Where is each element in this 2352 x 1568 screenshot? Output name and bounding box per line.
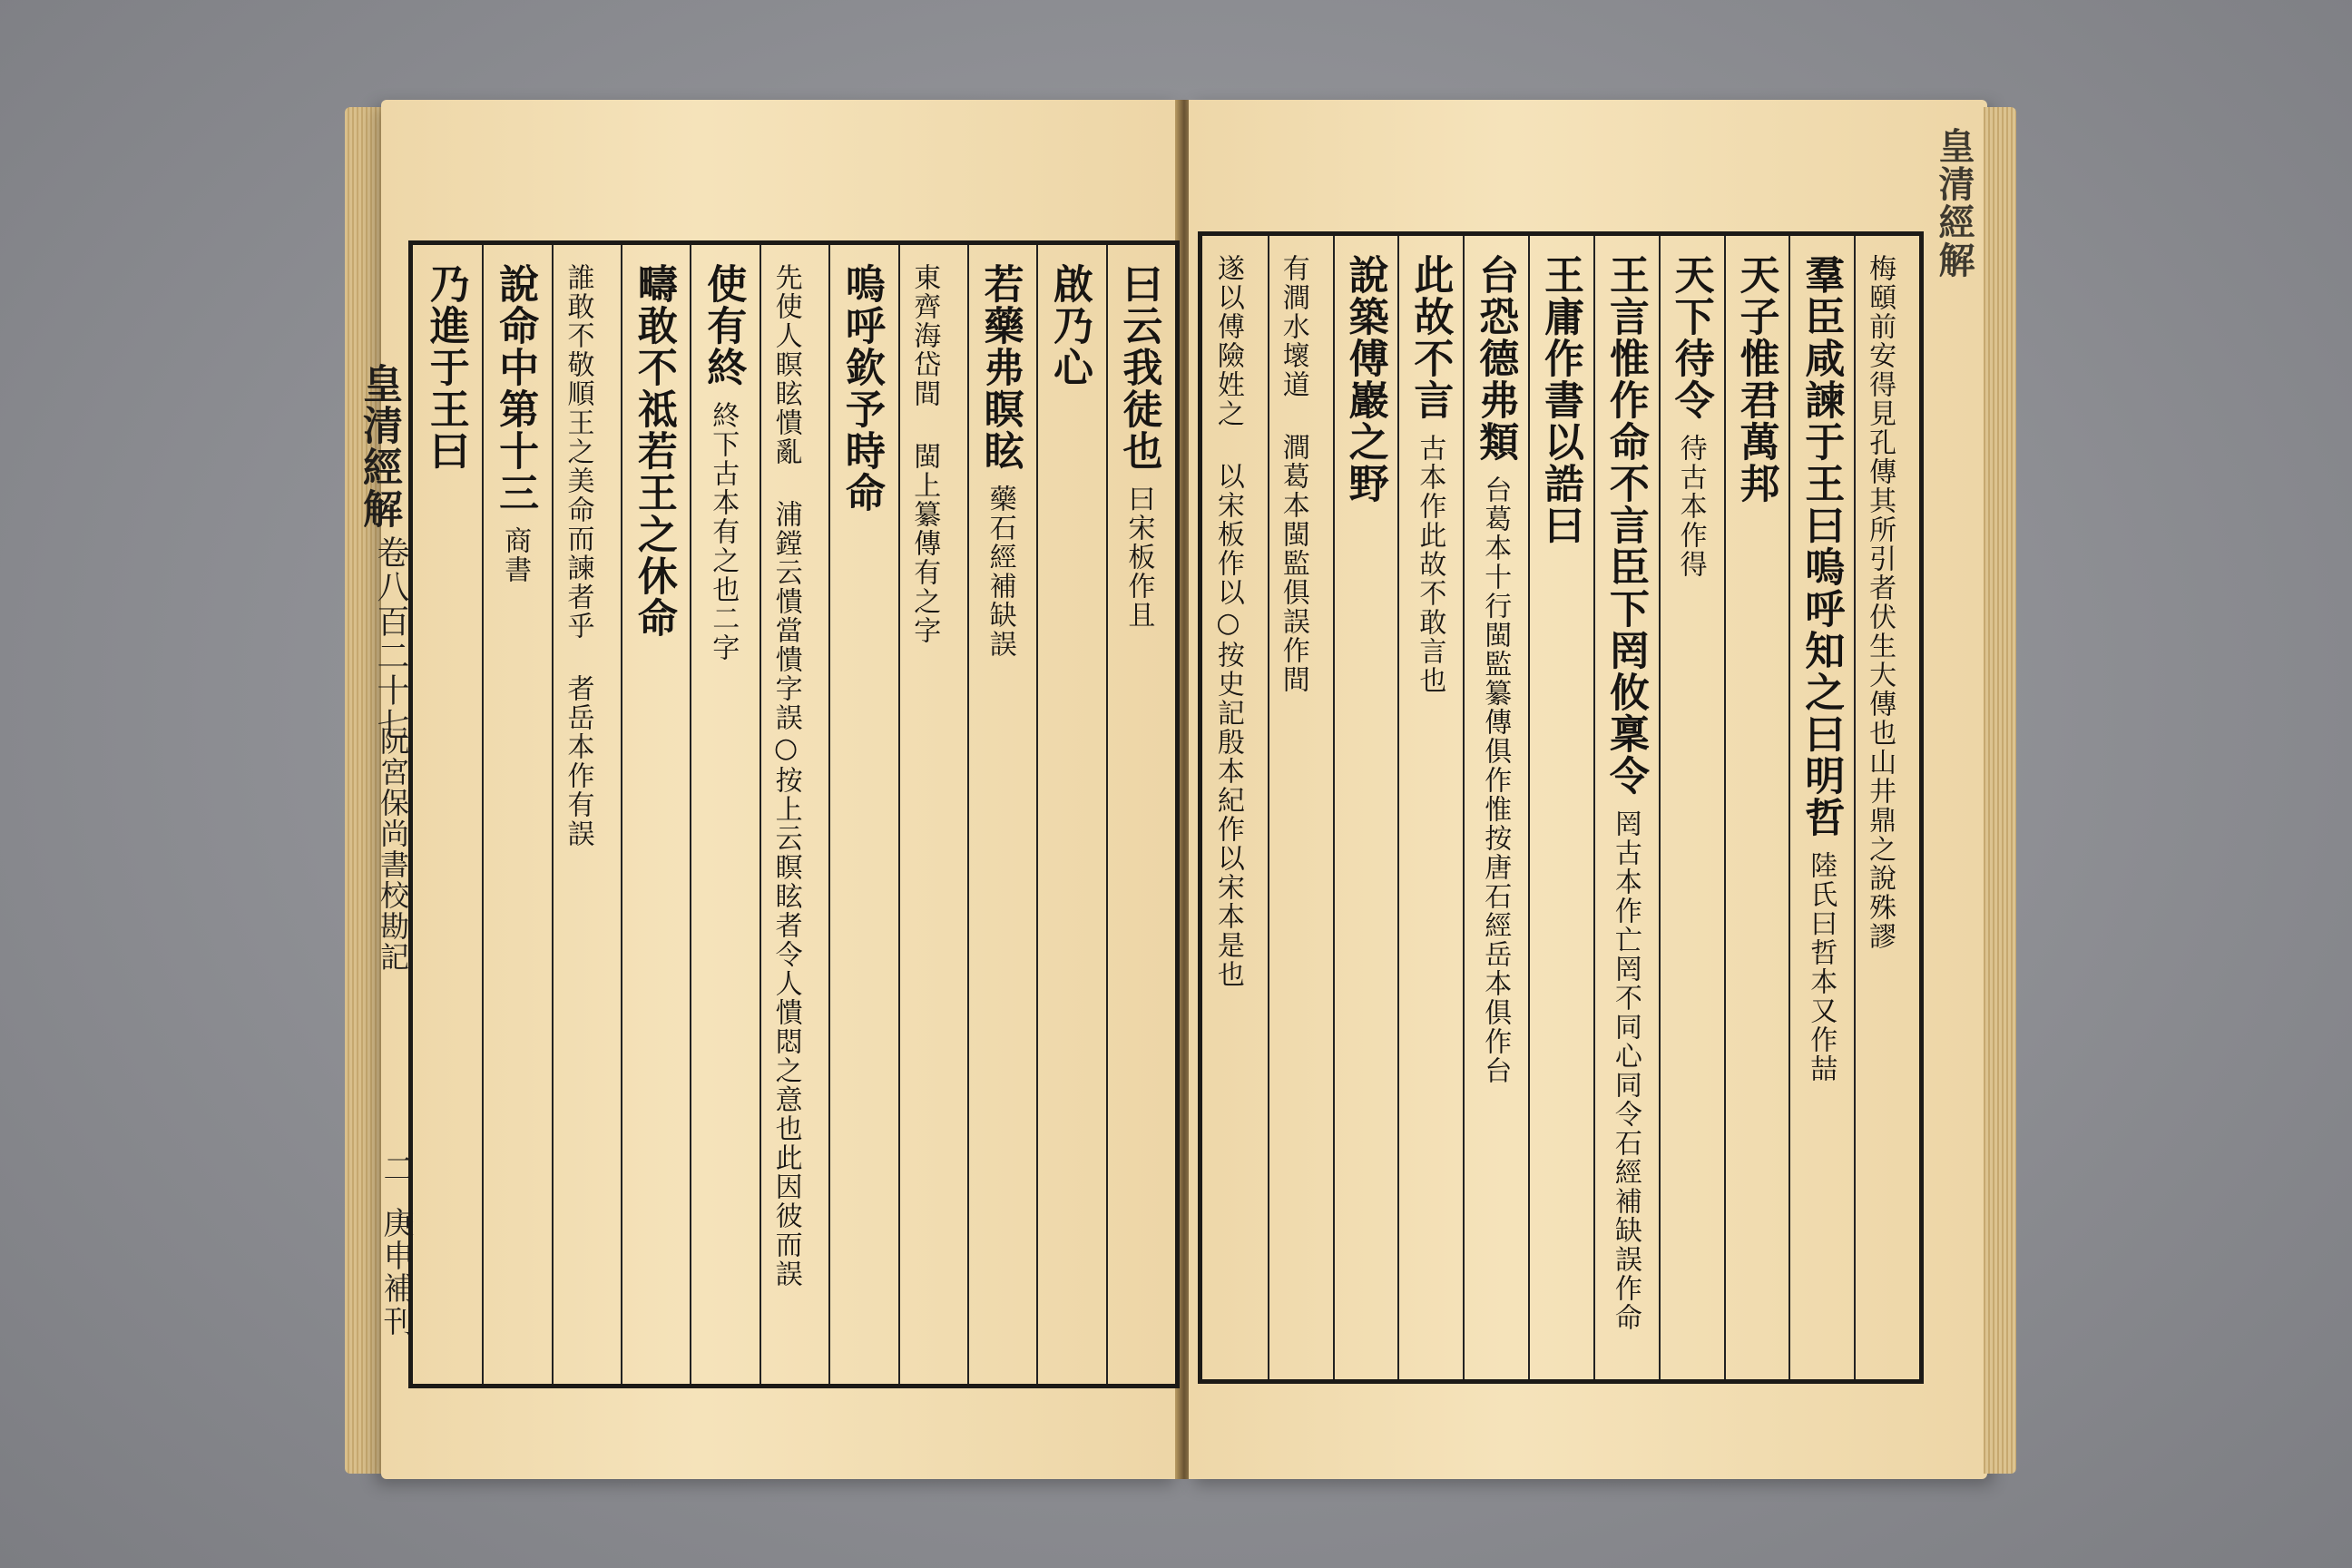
left-note-text: 先使人瞑眩憒亂 浦鏜云憒當憒字誤○按上云瞑眩者令人憒悶之意也此因彼而誤 [769,263,802,1289]
right-column-rule [1854,236,1856,1379]
left-note-text: 誰敢不敬順王之美命而諫者乎 者岳本作有誤 [562,263,594,848]
right-text-column [1472,254,1519,1085]
left-text-column [422,263,469,472]
left-main-text: 曰云我徒也 [1115,263,1162,472]
left-text-column [1115,263,1162,630]
left-text-column [769,263,802,1289]
right-column-rule [1333,236,1335,1379]
left-text-column [700,263,747,662]
right-text-column [1211,254,1244,989]
right-note-text: 有澗水壞道 澗葛本閩監俱誤作間 [1277,254,1309,694]
right-text-frame [1198,231,1924,1384]
right-column-rule [1788,236,1790,1379]
left-text-column [838,263,885,514]
right-text-column [1341,254,1388,505]
right-main-text: 天下待令 [1667,254,1714,421]
right-text-column [1602,254,1649,1332]
right-column-rule [1463,236,1465,1379]
left-main-text: 嗚呼欽予時命 [838,263,885,514]
left-column-rule [690,245,691,1384]
left-column-rule [1036,245,1038,1384]
right-main-text: 天子惟君萬邦 [1732,254,1779,505]
left-margin-edition: 庚申補刊 [377,1207,414,1338]
right-column-rule [1724,236,1726,1379]
right-main-text: 台恐德弗類 [1472,254,1519,463]
page-edges-right [1984,107,2016,1474]
right-main-text: 羣臣咸諫于王曰嗚呼知之曰明哲 [1798,254,1845,838]
left-text-column [976,263,1024,659]
left-note-text: 商書 [499,526,532,584]
right-text-column [1537,254,1584,546]
left-text-column [630,263,677,639]
right-text-column [1732,254,1779,505]
left-margin-work: 阮宮保尚書校勘記 [376,726,410,973]
right-note-text: 陸氏曰哲本又作喆 [1805,851,1838,1083]
right-margin-title: 皇清經解 [1933,127,1975,279]
right-note-text: 遂以傅險姓之 以宋板作以○按史記殷本紀作以宋本是也 [1211,254,1244,989]
left-note-text: 東齊海岱間 閩上纂傳有之字 [908,263,941,645]
left-text-column [1046,263,1093,388]
right-column-rule [1659,236,1661,1379]
right-column-rule [1593,236,1595,1379]
right-note-text: 台葛本十行閩監纂傳俱作惟按唐石經岳本俱作台 [1479,475,1512,1085]
left-note-text: 藥石經補缺誤 [984,485,1016,659]
left-main-text: 啟乃心 [1046,263,1093,388]
left-margin-folio: 二 [377,1152,414,1185]
left-column-rule [552,245,554,1384]
right-main-text: 此故不言 [1406,254,1454,421]
left-column-rule [482,245,484,1384]
left-column-rule [621,245,622,1384]
left-text-column [908,263,941,645]
right-column-rule [1397,236,1399,1379]
left-note-text: 終下古本有之也二字 [707,401,740,662]
left-main-text: 說命中第十三 [492,263,539,514]
right-main-text: 王言惟作命不言臣下罔攸稟令 [1602,254,1649,797]
left-margin-volume: 卷八百二十七 [372,535,409,742]
left-column-rule [1106,245,1108,1384]
right-main-text: 說築傅巖之野 [1341,254,1388,505]
left-column-rule [828,245,830,1384]
left-text-column [562,263,594,848]
left-column-rule [898,245,900,1384]
left-main-text: 使有終 [700,263,747,388]
right-text-column [1864,254,1896,951]
right-column-rule [1268,236,1269,1379]
right-main-text: 王庸作書以誥曰 [1537,254,1584,546]
right-note-text: 梅頤前安得見孔傳其所引者伏生大傳也山井鼎之說殊謬 [1864,254,1896,951]
left-text-frame [408,240,1180,1388]
left-column-rule [760,245,761,1384]
right-note-text: 待古本作得 [1674,434,1707,579]
right-note-text: 古本作此故不敢言也 [1414,434,1446,695]
right-text-column [1279,254,1307,694]
left-column-rule [967,245,969,1384]
left-main-text: 若藥弗瞑眩 [976,263,1024,472]
left-margin-title: 皇清經解 [356,363,402,530]
left-text-column [492,263,539,584]
right-text-column [1406,254,1454,695]
left-note-text: 曰宋板作且 [1122,485,1155,630]
right-text-column [1798,254,1845,1083]
left-main-text: 疇敢不祗若王之休命 [630,263,677,639]
right-note-text: 罔古本作亡罔不同心同令石經補缺誤作命 [1609,809,1642,1332]
right-column-rule [1528,236,1530,1379]
right-text-column [1667,254,1714,579]
left-main-text: 乃進于王曰 [422,263,469,472]
